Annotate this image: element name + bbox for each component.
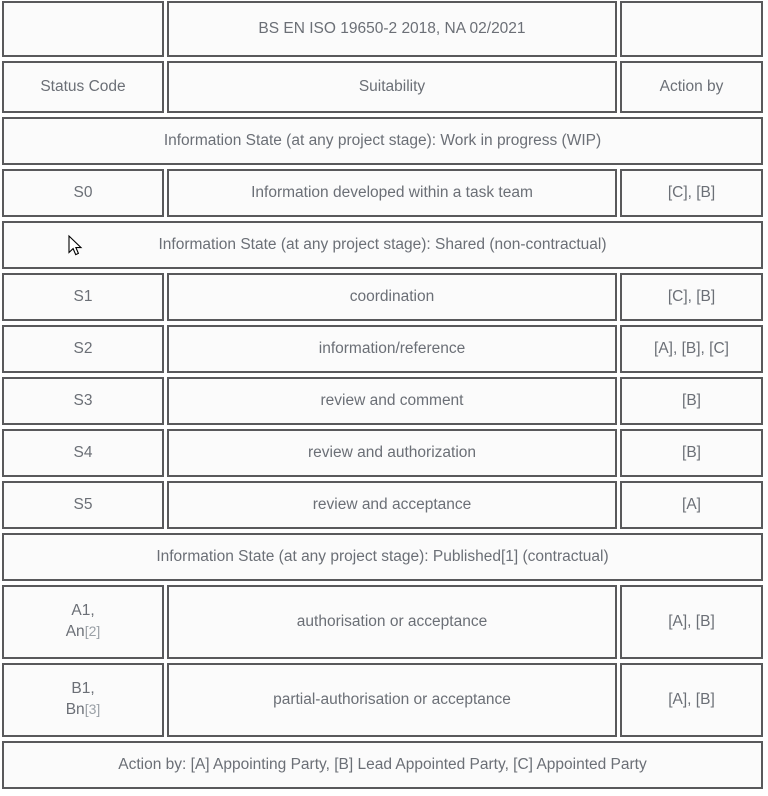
status-code-line2-text: Bn — [65, 701, 85, 718]
title-row-blank-right — [620, 1, 763, 57]
table-row — [2, 325, 763, 373]
table-row — [2, 585, 763, 659]
suitability-cell: Information developed within a task team — [167, 169, 617, 217]
suitability-cell: authorisation or acceptance — [167, 585, 617, 659]
table-row — [2, 273, 763, 321]
section-heading-shared: Information State (at any project stage): Shared (non-contractual) — [2, 221, 763, 269]
status-code-cell — [2, 481, 164, 529]
table-row — [2, 429, 763, 477]
action-by-cell: [A], [B], [C] — [620, 325, 763, 373]
table-footer-row — [2, 741, 763, 789]
status-code-cell — [2, 325, 164, 373]
action-by-cell: [B] — [620, 429, 763, 477]
column-header-status-code: Status Code — [2, 61, 164, 113]
table-row — [2, 663, 763, 737]
suitability-cell: information/reference — [167, 325, 617, 373]
status-code-line1: A1, — [71, 602, 95, 620]
suitability-cell: coordination — [167, 273, 617, 321]
status-code-cell — [2, 273, 164, 321]
table-row — [2, 377, 763, 425]
status-code-line2 — [10, 700, 156, 721]
status-code-line2-text: An — [65, 623, 85, 640]
suitability-cell: partial-authorisation or acceptance — [167, 663, 617, 737]
status-code-line1: S4 — [73, 443, 93, 461]
status-code-cell — [2, 429, 164, 477]
section-heading-row — [2, 533, 763, 581]
status-code-cell — [2, 377, 164, 425]
status-code-line1: S3 — [73, 391, 93, 409]
status-code-line1: S2 — [73, 339, 93, 357]
action-by-cell: [A], [B] — [620, 585, 763, 659]
action-by-cell: [A], [B] — [620, 663, 763, 737]
footnote-ref[interactable]: [2] — [84, 623, 101, 639]
table-header-row — [2, 61, 763, 113]
table-title: BS EN ISO 19650-2 2018, NA 02/2021 — [167, 1, 617, 57]
table-title-row — [2, 1, 763, 57]
action-by-cell: [A] — [620, 481, 763, 529]
title-row-blank-left — [2, 1, 164, 57]
section-heading-wip: Information State (at any project stage): Work in progress (WIP) — [2, 117, 763, 165]
column-header-action-by: Action by — [620, 61, 763, 113]
status-code-cell — [2, 169, 164, 217]
suitability-cell: review and acceptance — [167, 481, 617, 529]
status-code-line1: S5 — [73, 495, 93, 513]
section-heading-row — [2, 221, 763, 269]
table-body — [2, 1, 763, 789]
suitability-cell: review and comment — [167, 377, 617, 425]
section-heading-published: Information State (at any project stage): Published[1] (contractual) — [2, 533, 763, 581]
status-code-line1: S1 — [73, 287, 93, 305]
table-row — [2, 481, 763, 529]
section-heading-row — [2, 117, 763, 165]
suitability-cell: review and authorization — [167, 429, 617, 477]
action-by-cell: [C], [B] — [620, 273, 763, 321]
status-code-cell — [2, 585, 164, 659]
action-by-legend: Action by: [A] Appointing Party, [B] Lead Appointed Party, [C] Appointed Party — [2, 741, 763, 789]
action-by-cell: [B] — [620, 377, 763, 425]
status-code-line1: S0 — [73, 183, 93, 201]
status-code-line1: B1, — [71, 680, 95, 698]
status-code-line2 — [10, 622, 156, 643]
table-row — [2, 169, 763, 217]
column-header-suitability: Suitability — [167, 61, 617, 113]
action-by-cell: [C], [B] — [620, 169, 763, 217]
status-code-cell — [2, 663, 164, 737]
footnote-ref[interactable]: [3] — [84, 701, 101, 717]
